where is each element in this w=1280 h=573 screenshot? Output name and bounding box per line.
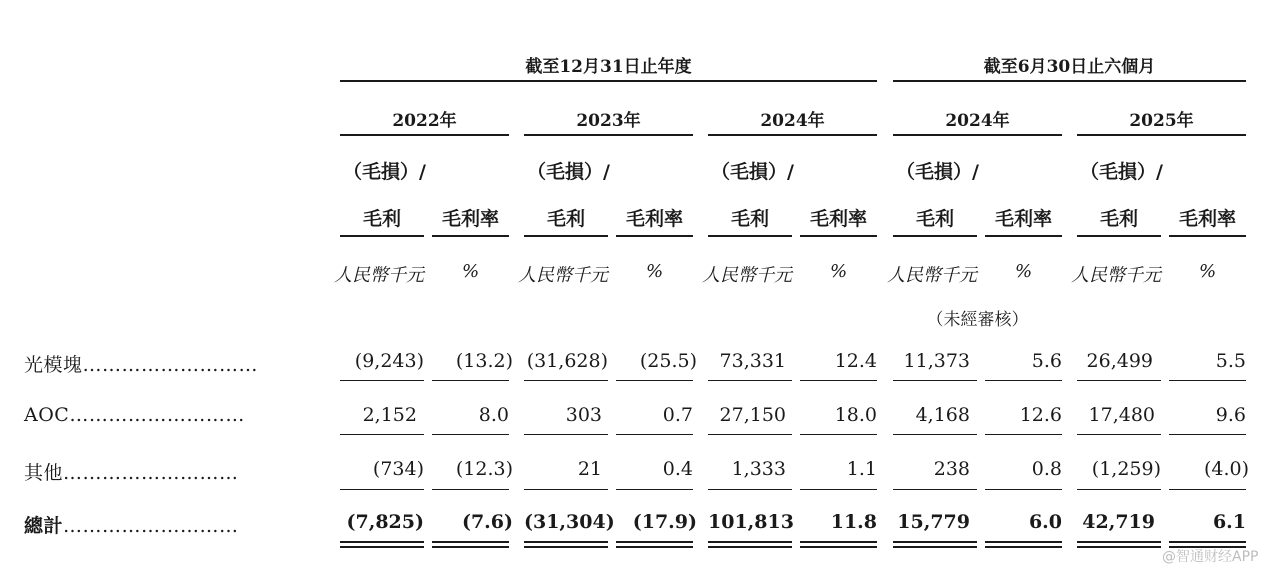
row-rule	[524, 380, 608, 381]
table-cell: 73,331	[719, 350, 786, 372]
table-cell: 9.6	[1215, 404, 1246, 426]
total-double-rule	[432, 546, 509, 548]
table-cell: (1,259)	[1091, 458, 1161, 480]
header-group-year-ended: 截至12月31日止年度	[525, 57, 692, 77]
gross-loss-label: （毛損）/	[711, 161, 794, 183]
row-label-aoc: AOC………………………	[24, 404, 245, 426]
total-double-rule	[893, 546, 977, 548]
row-rule	[340, 434, 424, 435]
table-cell-total: 15,779	[897, 511, 970, 533]
total-double-rule	[893, 541, 977, 543]
row-rule	[616, 489, 693, 490]
table-cell-total: 101,813	[708, 511, 794, 533]
gross-profit-header: 毛利	[915, 208, 954, 230]
total-double-rule	[708, 541, 792, 543]
gross-margin-header: 毛利率	[1178, 208, 1236, 230]
total-double-rule	[800, 546, 877, 548]
year-rule	[340, 134, 509, 136]
subheader-rule	[1077, 235, 1161, 237]
table-cell: 1,333	[731, 458, 786, 480]
row-rule	[800, 380, 877, 381]
year-header: 2023年	[576, 111, 641, 131]
gross-margin-header: 毛利率	[625, 208, 683, 230]
total-double-rule	[432, 541, 509, 543]
total-double-rule	[985, 541, 1062, 543]
total-double-rule	[1077, 546, 1161, 548]
row-rule	[893, 489, 977, 490]
table-cell-total: (17.9)	[632, 511, 697, 533]
year-rule	[893, 134, 1062, 136]
table-cell: 4,168	[915, 404, 970, 426]
table-cell-total: 6.1	[1212, 511, 1246, 533]
row-rule	[340, 489, 424, 490]
unit-rmb-thousand: 人民幣千元	[1071, 265, 1161, 286]
row-rule	[524, 434, 608, 435]
year-rule	[1077, 134, 1246, 136]
table-cell: 238	[933, 458, 970, 480]
subheader-rule	[340, 235, 424, 237]
row-rule	[432, 434, 509, 435]
table-cell: 1.1	[846, 458, 877, 480]
row-rule	[708, 489, 792, 490]
row-rule	[800, 489, 877, 490]
unit-percent: %	[829, 261, 848, 282]
table-cell: 27,150	[719, 404, 786, 426]
unit-rmb-thousand: 人民幣千元	[702, 265, 792, 286]
total-double-rule	[1169, 541, 1246, 543]
header-group-six-months: 截至6月30日止六個月	[983, 57, 1156, 77]
gross-profit-header: 毛利	[546, 208, 585, 230]
table-cell: 8.0	[478, 404, 509, 426]
table-cell: 5.5	[1215, 350, 1246, 372]
subheader-rule	[432, 235, 509, 237]
table-cell: 12.4	[834, 350, 877, 372]
row-rule	[985, 434, 1062, 435]
table-cell: 5.6	[1031, 350, 1062, 372]
gross-margin-header: 毛利率	[994, 208, 1052, 230]
table-cell: 21	[577, 458, 602, 480]
unit-rmb-thousand: 人民幣千元	[887, 265, 977, 286]
subheader-rule	[800, 235, 877, 237]
watermark-text: @智通财经APP	[1162, 549, 1259, 565]
total-double-rule	[800, 541, 877, 543]
unit-percent: %	[1198, 261, 1217, 282]
total-double-rule	[708, 546, 792, 548]
table-cell-total: (7,825)	[346, 511, 424, 533]
table-cell-total: 6.0	[1028, 511, 1062, 533]
year-rule	[708, 134, 877, 136]
year-header: 2025年	[1129, 111, 1194, 131]
row-rule	[616, 434, 693, 435]
header-group-rule	[340, 80, 877, 82]
year-header: 2024年	[945, 111, 1010, 131]
gross-loss-label: （毛損）/	[527, 161, 610, 183]
row-rule	[1169, 489, 1246, 490]
subheader-rule	[708, 235, 792, 237]
year-header: 2022年	[392, 111, 457, 131]
table-cell: 11,373	[903, 350, 970, 372]
row-rule	[800, 434, 877, 435]
total-double-rule	[340, 546, 424, 548]
table-cell: 0.8	[1031, 458, 1062, 480]
unit-rmb-thousand: 人民幣千元	[518, 265, 608, 286]
row-rule	[1169, 434, 1246, 435]
total-double-rule	[616, 541, 693, 543]
table-cell: 26,499	[1086, 350, 1153, 372]
table-cell: 0.7	[662, 404, 693, 426]
total-double-rule	[616, 546, 693, 548]
subheader-rule	[985, 235, 1062, 237]
row-rule	[616, 380, 693, 381]
table-cell-total: 11.8	[830, 511, 877, 533]
unit-percent: %	[1014, 261, 1033, 282]
row-rule	[524, 489, 608, 490]
table-cell-total: (7.6)	[461, 511, 513, 533]
row-label-total: 總計………………………	[24, 515, 239, 537]
total-double-rule	[985, 546, 1062, 548]
row-rule	[985, 489, 1062, 490]
table-cell: (13.2)	[455, 350, 513, 372]
table-cell: 17,480	[1088, 404, 1155, 426]
table-cell: (31,628)	[526, 350, 608, 372]
unaudited-note: （未經審核）	[926, 310, 1029, 330]
table-cell: 303	[565, 404, 602, 426]
table-cell: (9,243)	[354, 350, 424, 372]
row-rule	[893, 380, 977, 381]
table-cell: (4.0)	[1203, 458, 1249, 480]
row-rule	[1169, 380, 1246, 381]
row-rule	[340, 380, 424, 381]
total-double-rule	[1077, 541, 1161, 543]
row-label-optical-modules: 光模塊………………………	[24, 354, 259, 376]
table-cell: (12.3)	[455, 458, 513, 480]
table-cell: 18.0	[834, 404, 877, 426]
table-cell: 0.4	[662, 458, 693, 480]
header-group-rule	[893, 80, 1246, 82]
table-cell: (25.5)	[639, 350, 697, 372]
row-rule	[985, 380, 1062, 381]
gross-profit-header: 毛利	[730, 208, 769, 230]
gross-loss-label: （毛損）/	[1080, 161, 1163, 183]
unit-percent: %	[645, 261, 664, 282]
gross-margin-header: 毛利率	[809, 208, 867, 230]
subheader-rule	[524, 235, 608, 237]
total-double-rule	[340, 541, 424, 543]
gross-margin-header: 毛利率	[441, 208, 499, 230]
table-cell-total: 42,719	[1082, 511, 1155, 533]
gross-loss-label: （毛損）/	[896, 161, 979, 183]
row-rule	[1077, 380, 1161, 381]
row-label-others: 其他………………………	[24, 462, 239, 484]
row-rule	[432, 380, 509, 381]
row-rule	[708, 434, 792, 435]
row-rule	[1077, 489, 1161, 490]
unit-rmb-thousand: 人民幣千元	[334, 265, 424, 286]
total-double-rule	[524, 546, 608, 548]
table-cell: 12.6	[1019, 404, 1062, 426]
gross-profit-header: 毛利	[362, 208, 401, 230]
subheader-rule	[893, 235, 977, 237]
year-rule	[524, 134, 693, 136]
row-rule	[432, 489, 509, 490]
gross-loss-label: （毛損）/	[343, 161, 426, 183]
table-cell-total: (31,304)	[524, 511, 615, 533]
gross-profit-header: 毛利	[1099, 208, 1138, 230]
total-double-rule	[524, 541, 608, 543]
table-cell: (734)	[372, 458, 424, 480]
subheader-rule	[1169, 235, 1246, 237]
unit-percent: %	[461, 261, 480, 282]
row-rule	[893, 434, 977, 435]
row-rule	[1077, 434, 1161, 435]
table-cell: 2,152	[362, 404, 417, 426]
year-header: 2024年	[760, 111, 825, 131]
row-rule	[708, 380, 792, 381]
subheader-rule	[616, 235, 693, 237]
